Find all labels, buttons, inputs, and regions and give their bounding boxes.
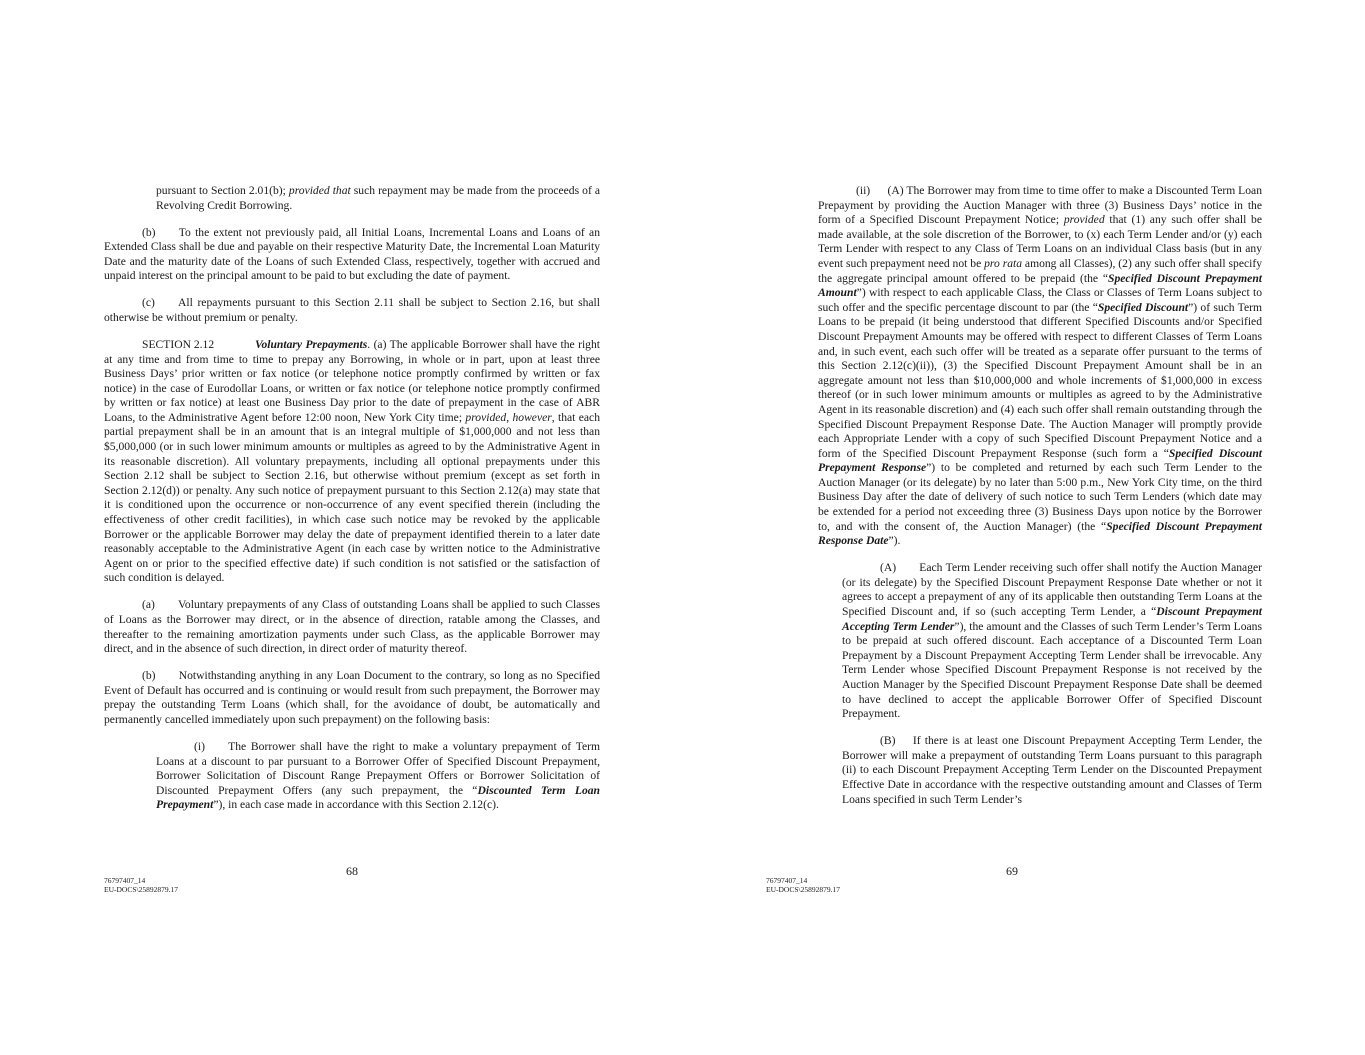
document-id-line-1: 76797407_14 bbox=[766, 876, 808, 885]
text-run: (ii) (A) The Borrower may from time to time offer to make a Discounted Term Loan Prepayment by providing the Auction Manager with three (3) Business Days’ notice in the form of a Specified Discount Prepayment Notice; bbox=[818, 184, 1262, 227]
text-run: ”). bbox=[888, 534, 901, 548]
text-run: . (a) The applicable Borrower shall have the right at any time and from time to time to prepay any Borrowing, in whole or in part, upon at least three Business Days’ prior written or fax notice (or telephone notice promptly confirmed by written or fax notice) in the case of Eurodollar Loans, or written or fax notice (or telephone notice promptly confirmed by written or fax notice) at least one Business Day prior to the date of prepayment in the case of ABR Loans, to the Administrative Agent before 12:00 noon, New York City time; bbox=[104, 337, 600, 424]
paragraph-2-12-b-ii-A bbox=[842, 561, 1262, 722]
text-run: , bbox=[506, 410, 513, 424]
paragraph-section-2-12 bbox=[104, 338, 600, 586]
defined-term: Specified Discount Prepayment Response bbox=[818, 446, 1262, 475]
document-id bbox=[104, 876, 178, 894]
paragraph-2-12-b-i bbox=[156, 740, 600, 813]
italic-run: however bbox=[512, 410, 552, 424]
paragraph-2-12-a: (a) Voluntary prepayments of any Class of outstanding Loans shall be applied to such Classes of Loans as the Borrower may direct, or in the absence of direction, ratable among the Classes, and thereafter to the remaining amortization payments under such Class, as the applicable Borrower may direct, and in the absence of such direction, in direct order of maturity thereof. bbox=[104, 598, 600, 656]
defined-term: Specified Discount bbox=[1097, 300, 1189, 314]
paragraph-2-12-b: (b) Notwithstanding anything in any Loan Document to the contrary, so long as no Specified Event of Default has occurred and is continuing or would result from such prepayment, the Borrower may prepay the outstanding Term Loans (which shall, for the avoidance of doubt, be automatically and permanently cancelled immediately upon such prepayment) on the following basis: bbox=[104, 669, 600, 726]
defined-term: Specified Discount Prepayment Response Date bbox=[818, 519, 1262, 548]
text-run: ”) with respect to each applicable Class, the Class or Classes of Term Loans subject to such offer and the specific percentage discount to par (the “ bbox=[818, 286, 1262, 314]
text-run: (A) Each Term Lender receiving such offer shall notify the Auction Manager (or its delegate) by the Specified Discount Prepayment Response Date whether or not it agrees to accept a prepayment of any of its applicable then outstanding Term Loans at the Specified Discount and, if so (such accepting Term Lender, a “ bbox=[842, 561, 1262, 619]
paragraph-2-12-b-ii-B: (B) If there is at least one Discount Prepayment Accepting Term Lender, the Borrower will make a prepayment of outstanding Term Loans pursuant to this paragraph (ii) to each Discount Prepayment Accepting Term Lender on the Discounted Prepayment Effective Date in accordance with the respective outstanding amount and Classes of Term Loans specified in such Term Lender’s bbox=[842, 734, 1262, 806]
text-run: , that each partial prepayment shall be in an amount that is an integral multiple of $1,000,000 and not less than $5,000,000 (or in such lower minimum amounts or multiples as agreed to by the Administrative Agent in its reasonable discretion). All voluntary prepayments, including all optional prepayments under this Section 2.12 shall be subject to Section 2.16, but otherwise without premium (except as set forth in Section 2.12(d)) or penalty. Any such notice of prepayment pursuant to this Section 2.12(a) may state that it is conditioned upon the occurrence or non-occurrence of any event specified therein (including the effectiveness of other credit facilities), in which case such notice may be revoked by the applicable Borrower or the applicable Borrower may delay the date of prepayment identified therein to a later date reasonably acceptable to the Administrative Agent (in each case by written notice to the Administrative Agent on or prior to the specified effective date) if such condition is not satisfied or the satisfaction of such condition is delayed. bbox=[104, 410, 600, 585]
defined-term: Discounted Term Loan Prepayment bbox=[156, 783, 600, 812]
text-run: ”) to be completed and returned by each such Term Lender to the Auction Manager (or its delegate) by no later than 5:00 p.m., New York City time, on the third Business Day after the date of delivery of such notice to such Term Lenders (which date may be extended for a period not exceeding three (3) Business Days upon notice by the Borrower to, and with the consent of, the Auction Manager) (the “ bbox=[818, 461, 1262, 533]
text-run: that (1) any such offer shall be made available, at the sole discretion of the Borrower, to (x) each Term Lender and/or (y) each Term Lender with respect to any Class of Term Loans on an individual Class basis (but in any event such prepayment need not be bbox=[818, 213, 1263, 270]
text-run: such repayment may be made from the proceeds of a Revolving Credit Borrowing. bbox=[156, 184, 600, 212]
text-run: ”), in each case made in accordance with this Section 2.12(c). bbox=[213, 798, 499, 812]
page-69 bbox=[682, 0, 1365, 1055]
italic-run: provided bbox=[1063, 213, 1105, 227]
italic-run: provided that bbox=[288, 184, 351, 197]
page-number: 68 bbox=[346, 864, 358, 878]
section-number: SECTION 2.12 bbox=[142, 337, 215, 351]
paragraph-2-12-b-ii bbox=[818, 184, 1262, 549]
italic-run: pro rata bbox=[984, 256, 1023, 270]
page-68-body bbox=[104, 184, 600, 825]
paragraph-2-11-c: (c) All repayments pursuant to this Section 2.11 shall be subject to Section 2.16, but shall otherwise be without premium or penalty. bbox=[104, 296, 600, 324]
paragraph-2-11-b: (b) To the extent not previously paid, all Initial Loans, Incremental Loans and Loans of an Extended Class shall be due and payable on their respective Maturity Date, the Incremental Loan Maturity Date and the maturity date of the Loans of such Extended Class, respectively, together with accrued and unpaid interest on the principal amount to be paid to but excluding the date of payment. bbox=[104, 225, 600, 283]
page-69-body bbox=[818, 184, 1262, 820]
text-run: ”), the amount and the Classes of such Term Lender’s Term Loans to be prepaid at such offered discount. Each acceptance of a Discounted Term Loan Prepayment by a Discount Prepayment Accepting Term Lender shall be irrevocable. Any Term Lender whose Specified Discount Prepayment Response is not received by the Auction Manager by the Specified Discount Prepayment Response Date shall be deemed to have declined to accept the applicable Borrower Offer of Specified Discount Prepayment. bbox=[842, 619, 1262, 721]
document-id bbox=[766, 876, 840, 894]
document-id-line-2: EU-DOCS\25892879.17 bbox=[104, 885, 178, 894]
text-run: (i) The Borrower shall have the right to make a voluntary prepayment of Term Loans at a discount to par pursuant to a Borrower Offer of Specified Discount Prepayment, Borrower Solicitation of Discount Range Prepayment Offers or Borrower Solicitation of Discounted Prepayment Offers (any such prepayment, the “ bbox=[156, 739, 600, 797]
text-run: pursuant to Section 2.01(b); bbox=[156, 184, 289, 197]
page-number: 69 bbox=[1006, 864, 1018, 878]
text-run: ”) of such Term Loans to be prepaid (it being understood that different Specified Discounts and/or Specified Discount Prepayment Amounts may be offered with respect to different Classes of Term Loans and, in such event, each such offer will be treated as a separate offer pursuant to the terms of this Section 2.12(c)(ii)), (3) the Specified Discount Prepayment Amount shall be in an aggregate amount not less than $10,000,000 and whole increments of $1,000,000 in excess thereof (or in such lower minimum amounts or multiples as agreed to by the Administrative Agent in its reasonable discretion) and (4) each such offer shall remain outstanding through the Specified Discount Prepayment Response Date. The Auction Manager will promptly provide each Appropriate Lender with a copy of such Specified Discount Prepayment Notice and a form of the Specified Discount Prepayment Response (such form a “ bbox=[818, 300, 1262, 460]
section-title: Voluntary Prepayments bbox=[255, 337, 368, 351]
defined-term: Specified Discount Prepayment Amount bbox=[818, 271, 1262, 300]
page-68 bbox=[0, 0, 682, 1055]
document-id-line-1: 76797407_14 bbox=[104, 876, 146, 885]
defined-term: Discount Prepayment Accepting Term Lender bbox=[842, 605, 1262, 633]
paragraph-continuation bbox=[156, 184, 600, 213]
text-run: among all Classes), (2) any such offer shall specify the aggregate principal amount offered to be prepaid (the “ bbox=[818, 256, 1263, 285]
italic-run: provided bbox=[465, 410, 507, 424]
document-id-line-2: EU-DOCS\25892879.17 bbox=[766, 885, 840, 894]
